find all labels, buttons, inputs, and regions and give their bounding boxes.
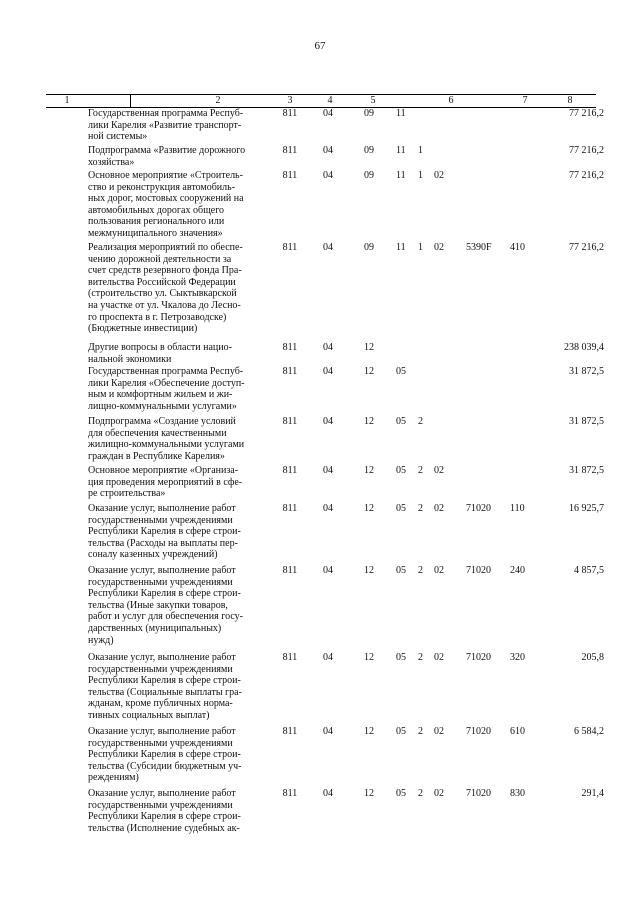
- header-col-6: 6: [448, 95, 454, 106]
- cell-activity: 02: [434, 565, 444, 576]
- row-description: Основное мероприятие «Строитель- ство и реконструкция автомобиль- ных дорог, мостовых сооружений на автомобильных дорогах общего пользования регионального или межмуниципального значения»: [88, 170, 244, 239]
- row-description: Подпрограмма «Создание условий для обеспечения качественными жилищно-коммунальными услугами граждан в Республике Карелия»: [88, 416, 245, 462]
- cell-subprogram: 2: [418, 503, 423, 514]
- cell-program: 11: [396, 108, 406, 119]
- cell-amount: 77 216,2: [569, 170, 604, 181]
- cell-activity: 02: [434, 652, 444, 663]
- cell-amount: 77 216,2: [569, 108, 604, 119]
- cell-subprogram: 1: [418, 145, 423, 156]
- row-description: Оказание услуг, выполнение работ государственными учреждениями Республики Карелия в сфере строи- тельства (Исполнение судебных ак-: [88, 788, 241, 834]
- cell-section: 04: [323, 145, 333, 156]
- cell-section: 04: [323, 465, 333, 476]
- row-description: Государственная программа Респуб- лики Карелия «Развитие транспорт- ной системы»: [88, 108, 244, 143]
- cell-program: 05: [396, 503, 406, 514]
- cell-amount: 31 872,5: [569, 416, 604, 427]
- cell-program: 05: [396, 565, 406, 576]
- cell-expense-type: 240: [510, 565, 525, 576]
- header-col-8: 8: [567, 95, 573, 106]
- cell-program: 11: [396, 242, 406, 253]
- cell-expense-type: 320: [510, 652, 525, 663]
- cell-subsection: 12: [364, 726, 374, 737]
- cell-ministry: 811: [282, 465, 298, 476]
- header-col-5: 5: [370, 95, 376, 106]
- cell-amount: 77 216,2: [569, 145, 604, 156]
- cell-activity: 02: [434, 170, 444, 181]
- cell-subsection: 12: [364, 342, 374, 353]
- cell-subsection: 12: [364, 465, 374, 476]
- cell-ministry: 811: [282, 108, 298, 119]
- cell-subsection: 09: [364, 242, 374, 253]
- cell-ministry: 811: [282, 726, 298, 737]
- cell-expense-type: 110: [510, 503, 525, 514]
- cell-ministry: 811: [282, 170, 298, 181]
- cell-subprogram: 2: [418, 416, 423, 427]
- table-header: [46, 94, 596, 108]
- cell-program: 05: [396, 652, 406, 663]
- row-description: Оказание услуг, выполнение работ государственными учреждениями Республики Карелия в сфере строи- тельства (Иные закупки товаров, работ и услуг для обеспечения госу- дарственных (муниципальных) нужд): [88, 565, 243, 646]
- cell-subprogram: 2: [418, 465, 423, 476]
- cell-amount: 6 584,2: [574, 726, 604, 737]
- cell-program: 05: [396, 416, 406, 427]
- cell-section: 04: [323, 652, 333, 663]
- row-description: Оказание услуг, выполнение работ государственными учреждениями Республики Карелия в сфере строи- тельства (Субсидии бюджетным уч- реждениям): [88, 726, 242, 784]
- cell-section: 04: [323, 788, 333, 799]
- cell-direction: 71020: [466, 726, 491, 737]
- cell-subsection: 12: [364, 503, 374, 514]
- header-col-2: 2: [215, 95, 221, 106]
- cell-amount: 205,8: [581, 652, 604, 663]
- cell-direction: 71020: [466, 503, 491, 514]
- row-description: Подпрограмма «Развитие дорожного хозяйства»: [88, 145, 246, 168]
- cell-activity: 02: [434, 242, 444, 253]
- cell-program: 05: [396, 366, 406, 377]
- cell-amount: 238 039,4: [564, 342, 604, 353]
- cell-subsection: 12: [364, 565, 374, 576]
- cell-subsection: 12: [364, 366, 374, 377]
- cell-amount: 77 216,2: [569, 242, 604, 253]
- header-col-1: 1: [64, 95, 70, 106]
- cell-ministry: 811: [282, 366, 298, 377]
- cell-subprogram: 1: [418, 242, 423, 253]
- cell-section: 04: [323, 416, 333, 427]
- cell-subsection: 09: [364, 170, 374, 181]
- cell-subprogram: 2: [418, 726, 423, 737]
- header-col-3: 3: [287, 95, 293, 106]
- cell-section: 04: [323, 503, 333, 514]
- row-description: Основное мероприятие «Организа- ция проведения мероприятий в сфе- ре строительства»: [88, 465, 243, 500]
- row-description: Реализация мероприятий по обеспе- чению дорожной деятельности за счет средств резервного фонда Пра- вительства Российской Федерации (строительство ул. Сыктывкарской на участке от ул. Чкалова до Лесно- го проспекта в г. Петрозаводске) (Бюджетные инвестиции): [88, 242, 243, 335]
- cell-amount: 4 857,5: [574, 565, 604, 576]
- cell-ministry: 811: [282, 788, 298, 799]
- cell-subprogram: 1: [418, 170, 423, 181]
- cell-ministry: 811: [282, 652, 298, 663]
- cell-subprogram: 2: [418, 565, 423, 576]
- cell-activity: 02: [434, 788, 444, 799]
- cell-amount: 291,4: [581, 788, 604, 799]
- cell-subsection: 12: [364, 416, 374, 427]
- cell-direction: 5390F: [466, 242, 492, 253]
- cell-ministry: 811: [282, 145, 298, 156]
- cell-expense-type: 410: [510, 242, 525, 253]
- cell-activity: 02: [434, 465, 444, 476]
- cell-section: 04: [323, 565, 333, 576]
- header-col-4: 4: [327, 95, 333, 106]
- cell-ministry: 811: [282, 342, 298, 353]
- cell-program: 11: [396, 170, 406, 181]
- cell-section: 04: [323, 366, 333, 377]
- cell-subprogram: 2: [418, 652, 423, 663]
- cell-subsection: 09: [364, 108, 374, 119]
- cell-ministry: 811: [282, 242, 298, 253]
- cell-activity: 02: [434, 726, 444, 737]
- cell-subsection: 12: [364, 788, 374, 799]
- cell-expense-type: 830: [510, 788, 525, 799]
- cell-section: 04: [323, 170, 333, 181]
- cell-section: 04: [323, 242, 333, 253]
- cell-ministry: 811: [282, 565, 298, 576]
- cell-amount: 31 872,5: [569, 366, 604, 377]
- cell-program: 05: [396, 726, 406, 737]
- cell-ministry: 811: [282, 416, 298, 427]
- header-col-7: 7: [522, 95, 528, 106]
- cell-section: 04: [323, 726, 333, 737]
- cell-ministry: 811: [282, 503, 298, 514]
- cell-amount: 31 872,5: [569, 465, 604, 476]
- row-description: Оказание услуг, выполнение работ государственными учреждениями Республики Карелия в сфере строи- тельства (Расходы на выплаты пер- соналу казенных учреждений): [88, 503, 241, 561]
- row-description: Государственная программа Респуб- лики Карелия «Обеспечение доступ- ным и комфортным жильем и жи- лищно-коммунальными услугами»: [88, 366, 245, 412]
- cell-section: 04: [323, 108, 333, 119]
- cell-subprogram: 2: [418, 788, 423, 799]
- cell-expense-type: 610: [510, 726, 525, 737]
- cell-program: 11: [396, 145, 406, 156]
- row-description: Оказание услуг, выполнение работ государственными учреждениями Республики Карелия в сфере строи- тельства (Социальные выплаты гра- жданам, кроме публичных норма- тивных социальных выплат): [88, 652, 242, 721]
- cell-section: 04: [323, 342, 333, 353]
- row-description: Другие вопросы в области нацио- нальной экономики: [88, 342, 232, 365]
- cell-amount: 16 925,7: [569, 503, 604, 514]
- cell-direction: 71020: [466, 652, 491, 663]
- page-number: 67: [314, 40, 326, 52]
- cell-direction: 71020: [466, 565, 491, 576]
- cell-direction: 71020: [466, 788, 491, 799]
- cell-program: 05: [396, 465, 406, 476]
- cell-activity: 02: [434, 503, 444, 514]
- cell-program: 05: [396, 788, 406, 799]
- cell-subsection: 12: [364, 652, 374, 663]
- cell-subsection: 09: [364, 145, 374, 156]
